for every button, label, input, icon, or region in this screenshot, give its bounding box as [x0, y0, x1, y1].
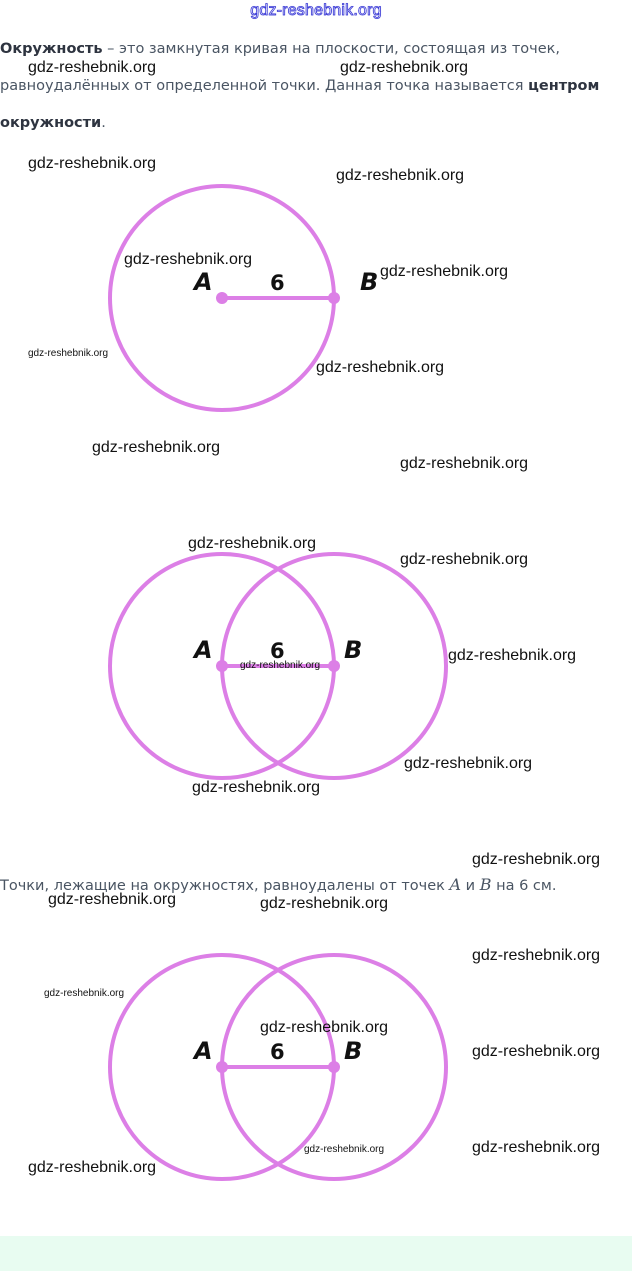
watermark: gdz-reshebnik.org [28, 155, 157, 172]
point-b [328, 1061, 340, 1073]
watermark: gdz-reshebnik.org [44, 988, 125, 999]
watermark: gdz-reshebnik.org [28, 348, 109, 359]
site-link[interactable]: gdz-reshebnik.org [250, 2, 382, 19]
watermark: gdz-reshebnik.org [28, 59, 157, 76]
watermark: gdz-reshebnik.org [260, 1019, 389, 1036]
watermark: gdz-reshebnik.org [92, 439, 221, 456]
intro-end: . [101, 115, 106, 131]
watermark: gdz-reshebnik.org [340, 59, 469, 76]
watermark: gdz-reshebnik.org [124, 251, 253, 268]
watermark: gdz-reshebnik.org [472, 947, 601, 964]
label-a: A [194, 636, 213, 664]
footer-bar [0, 1236, 632, 1271]
point-a [216, 1061, 228, 1073]
watermark: gdz-reshebnik.org [28, 1159, 157, 1176]
note-unit: см. [528, 878, 557, 894]
watermark: gdz-reshebnik.org [400, 455, 529, 472]
definition-text: – это замкнутая кривая на плоскости, состоящая из точек, равноудалённых от определенной точки. Данная точка называется [0, 41, 561, 94]
label-radius: 6 [270, 271, 285, 295]
watermark: gdz-reshebnik.org [192, 779, 321, 796]
label-b: B [360, 268, 379, 296]
watermark: gdz-reshebnik.org [240, 660, 321, 671]
watermark: gdz-reshebnik.org [188, 535, 317, 552]
watermark: gdz-reshebnik.org [380, 263, 509, 280]
watermark: gdz-reshebnik.org [260, 895, 389, 912]
watermark: gdz-reshebnik.org [472, 1139, 601, 1156]
watermark: gdz-reshebnik.org [448, 647, 577, 664]
site-header [0, 0, 632, 26]
label-b: B [344, 1037, 363, 1065]
point-a [216, 292, 228, 304]
watermark: gdz-reshebnik.org [472, 851, 601, 868]
intro-paragraph [0, 31, 632, 142]
watermark: gdz-reshebnik.org [316, 359, 445, 376]
label-b: B [344, 636, 363, 664]
term-circle: Окружность [0, 41, 103, 57]
watermark: gdz-reshebnik.org [400, 551, 529, 568]
note-text: Точки, лежащие на окружностях, равноудалены от точек [0, 878, 450, 894]
watermark: gdz-reshebnik.org [48, 891, 177, 908]
watermark: gdz-reshebnik.org [472, 1043, 601, 1060]
diagram-single-circle [0, 170, 632, 430]
point-a [216, 660, 228, 672]
watermark: gdz-reshebnik.org [404, 755, 533, 772]
math-point-a: A [449, 875, 462, 894]
watermark: gdz-reshebnik.org [304, 1144, 385, 1155]
term-center: центром окружности [0, 78, 600, 131]
note-value: 6 [519, 878, 529, 894]
math-point-b: B [479, 875, 492, 894]
watermark: gdz-reshebnik.org [336, 167, 465, 184]
label-a: A [194, 1037, 213, 1065]
point-b [328, 660, 340, 672]
label-a: A [194, 268, 213, 296]
point-b [328, 292, 340, 304]
note-connector: и [461, 878, 480, 894]
note-mid: на [491, 878, 520, 894]
label-radius: 6 [270, 639, 285, 663]
label-radius: 6 [270, 1040, 285, 1064]
